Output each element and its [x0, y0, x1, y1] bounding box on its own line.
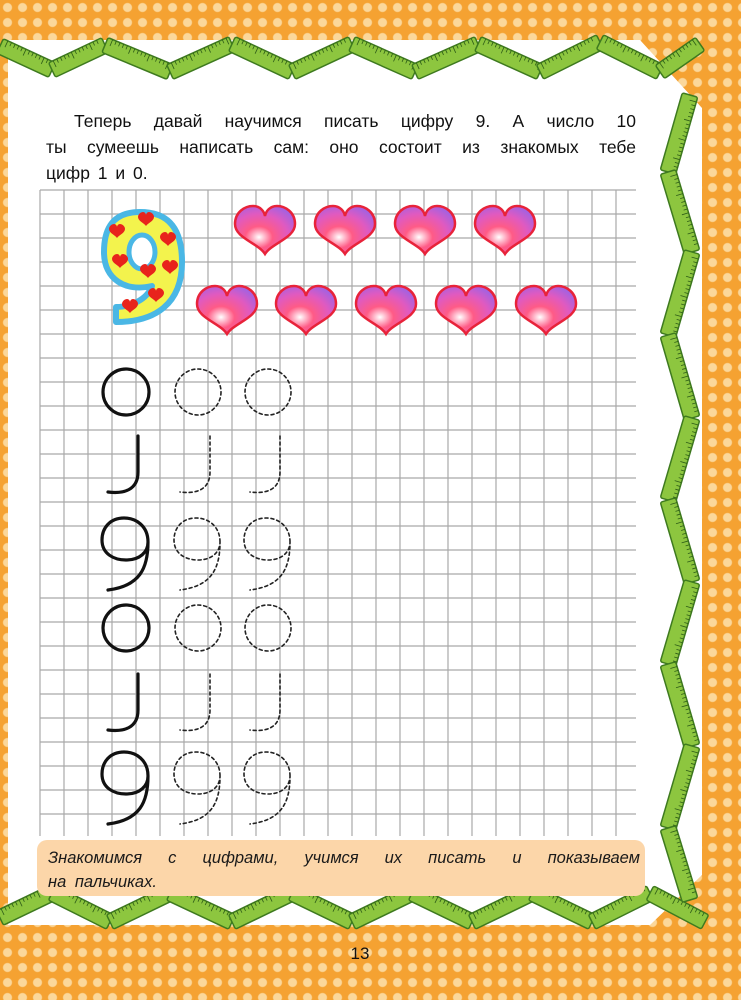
intro-line-3: цифр 1 и 0.: [46, 163, 148, 183]
caption-text: [48, 846, 640, 894]
intro-line-1: Теперь давай научимся писать цифру 9. А число 10: [74, 111, 636, 131]
caption-line-2: на пальчиках.: [48, 873, 157, 891]
ruler: [655, 37, 704, 78]
intro-text: [46, 108, 636, 186]
intro-line-2: ты сумеешь написать сам: оно состоит из знакомых тебе: [46, 137, 636, 157]
page-number: 13: [350, 944, 370, 963]
big-nine-illustration: [104, 212, 182, 322]
caption-line-1: Знакомимся с цифрами, учимся их писать и показываем: [48, 849, 640, 867]
